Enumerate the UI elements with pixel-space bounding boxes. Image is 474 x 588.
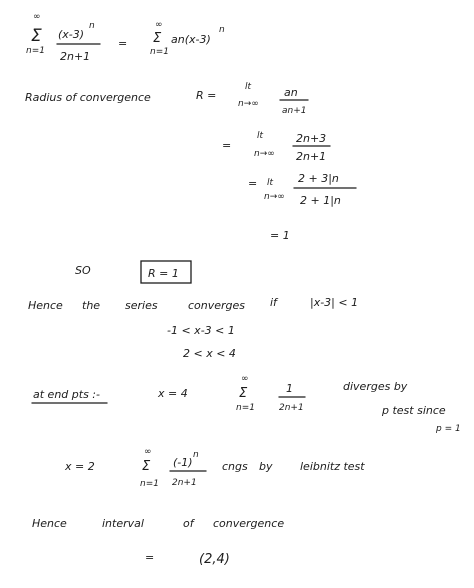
- interval-word: interval: [102, 517, 144, 530]
- radius-derivation: [25, 82, 356, 242]
- final-hence: Hence: [32, 517, 67, 530]
- x-equals-4: x = 4: [158, 387, 188, 400]
- den-x2: 2n+1: [172, 478, 197, 488]
- rhs-sum-symbol: Σ: [153, 31, 162, 46]
- if-word: if: [270, 296, 277, 309]
- series-word: series: [125, 299, 158, 312]
- by-text: by: [259, 460, 273, 473]
- sum-bottom-x2: n=1: [140, 479, 159, 489]
- boxed-result: R = 1: [148, 267, 179, 280]
- num-1: an: [284, 86, 298, 99]
- cngs-text: cngs: [222, 460, 248, 473]
- endpoint-x2: [64, 447, 365, 489]
- sum-symbol: Σ: [31, 26, 42, 46]
- of-word: of: [183, 517, 194, 530]
- frac-exponent: n: [89, 21, 95, 31]
- radius-result: [75, 261, 191, 283]
- endpoints-label: at end pts :-: [33, 388, 100, 401]
- lim-1: n→∞: [238, 99, 259, 109]
- so-word: SO: [75, 264, 91, 277]
- convergence-word: convergence: [213, 517, 285, 530]
- inequality-2: 2 < x < 4: [183, 347, 236, 360]
- rhs-sum-top: ∞: [155, 20, 163, 30]
- series-expression: [26, 12, 225, 63]
- equals-sign: =: [118, 37, 128, 50]
- p-equals-1: p = 1: [436, 424, 461, 434]
- sum-bottom: n=1: [26, 46, 45, 56]
- sum-top-x2: ∞: [144, 447, 152, 457]
- rhs-exponent: n: [219, 25, 225, 35]
- interval-answer: (2,4): [199, 552, 230, 567]
- x-equals-2: x = 2: [65, 460, 95, 473]
- den-1: an+1: [282, 106, 307, 116]
- den-2: 2n+1: [296, 150, 327, 163]
- equals-3: =: [248, 177, 258, 190]
- converges-word: converges: [188, 299, 246, 312]
- lim-2: n→∞: [254, 149, 275, 159]
- den-3: 2 + 1|n: [300, 194, 341, 207]
- num-x2: (-1): [173, 456, 193, 469]
- roc-label: Radius of convergence: [25, 91, 151, 104]
- equals-2: =: [222, 139, 232, 152]
- sum-top: ∞: [33, 12, 41, 22]
- frac-denominator: 2n+1: [60, 50, 91, 63]
- leibnitz-text: leibnitz test: [300, 460, 365, 473]
- inequality-1: -1 < x-3 < 1: [167, 324, 235, 337]
- num-x4: 1: [286, 382, 293, 395]
- sum-symbol-x2: Σ: [142, 459, 151, 474]
- num-3: 2 + 3|n: [298, 172, 339, 185]
- lt-1: lt: [245, 82, 252, 92]
- exp-x2: n: [193, 450, 199, 460]
- lt-2: lt: [257, 131, 264, 141]
- num-2: 2n+3: [296, 132, 327, 145]
- lt-3: lt: [267, 178, 274, 188]
- rhs-term: an(x-3): [171, 33, 211, 46]
- sum-top-x4: ∞: [241, 374, 249, 384]
- ptest-text: p test since: [382, 404, 446, 417]
- final-equals: =: [145, 551, 155, 564]
- abs-condition: |x-3| < 1: [310, 296, 359, 309]
- diverges-text: diverges by: [343, 380, 408, 393]
- rhs-sum-bottom: n=1: [150, 47, 169, 57]
- frac-numerator: (x-3): [58, 28, 85, 41]
- lim-3: n→∞: [264, 192, 285, 202]
- endpoint-x4: [32, 374, 461, 434]
- sum-symbol-x4: Σ: [239, 386, 248, 401]
- r-equals: R =: [196, 89, 217, 102]
- interval-result: [32, 517, 284, 567]
- sum-bottom-x4: n=1: [236, 403, 255, 413]
- equals-4: = 1: [270, 229, 290, 242]
- convergence-condition: [28, 296, 358, 360]
- den-x4: 2n+1: [279, 403, 304, 413]
- the-word: the: [82, 299, 101, 312]
- hence-word: Hence: [28, 299, 63, 312]
